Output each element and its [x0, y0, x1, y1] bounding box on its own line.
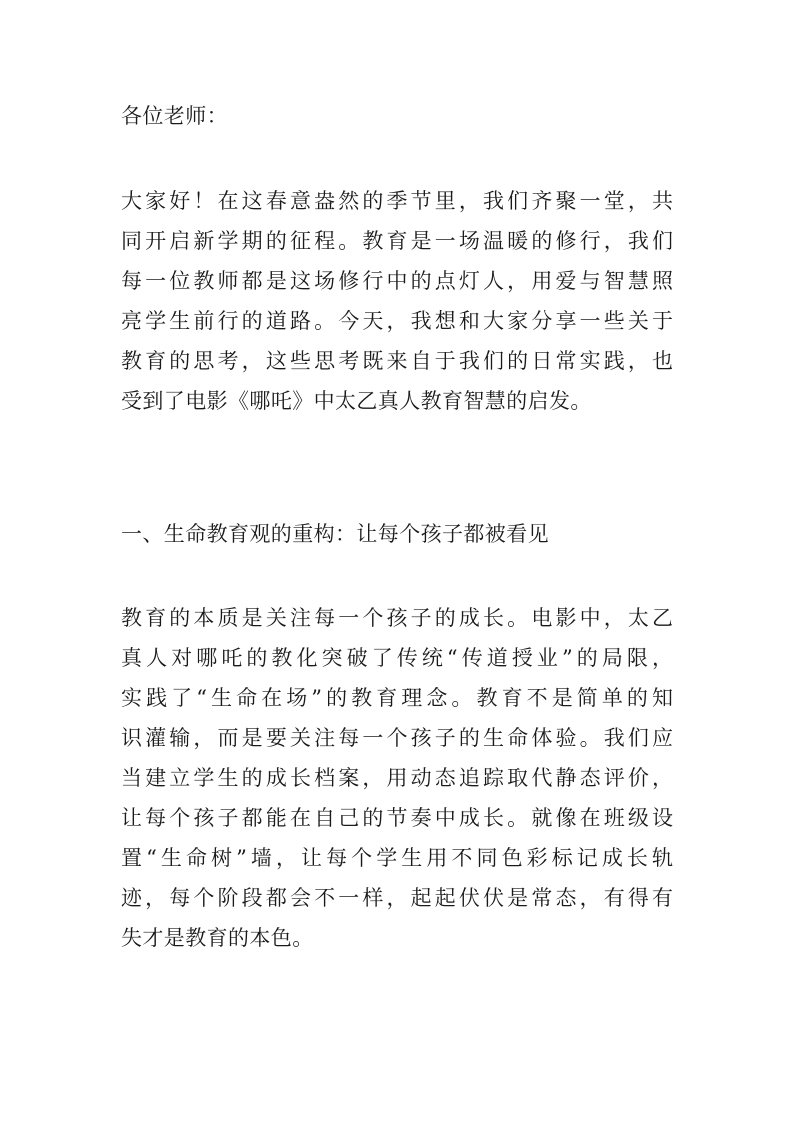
intro-line: 大家好！在这春意盎然的季节里，我们齐聚一堂，共: [121, 189, 673, 213]
section1-line: 实践了“生命在场”的教育理念。教育不是简单的知: [121, 686, 673, 710]
section1-line: 当建立学生的成长档案，用动态追踪取代静态评价，: [121, 766, 673, 790]
intro-line: 每一位教师都是这场修行中的点灯人，用爱与智慧照: [121, 269, 673, 293]
section1-line: 识灌输，而是要关注每一个孩子的生命体验。我们应: [121, 726, 673, 750]
salutation: 各位老师：: [121, 104, 228, 128]
intro-line: 亮学生前行的道路。今天，我想和大家分享一些关于: [121, 309, 673, 333]
section1-line: 置“生命树”墙，让每个学生用不同色彩标记成长轨: [121, 846, 673, 870]
section1-line: 真人对哪吒的教化突破了传统“传道授业”的局限，: [121, 646, 673, 670]
section-heading: 一、生命教育观的重构：让每个孩子都被看见: [121, 522, 549, 546]
intro-line: 受到了电影《哪吒》中太乙真人教育智慧的启发。: [121, 389, 592, 413]
section1-line: 失才是教育的本色。: [121, 926, 314, 950]
section1-line: 迹，每个阶段都会不一样，起起伏伏是常态，有得有: [121, 886, 673, 910]
intro-line: 教育的思考，这些思考既来自于我们的日常实践，也: [121, 349, 673, 373]
section1-line: 让每个孩子都能在自己的节奏中成长。就像在班级设: [121, 806, 673, 830]
section1-line: 教育的本质是关注每一个孩子的成长。电影中，太乙: [121, 606, 673, 630]
intro-line: 同开启新学期的征程。教育是一场温暖的修行，我们: [121, 229, 673, 253]
